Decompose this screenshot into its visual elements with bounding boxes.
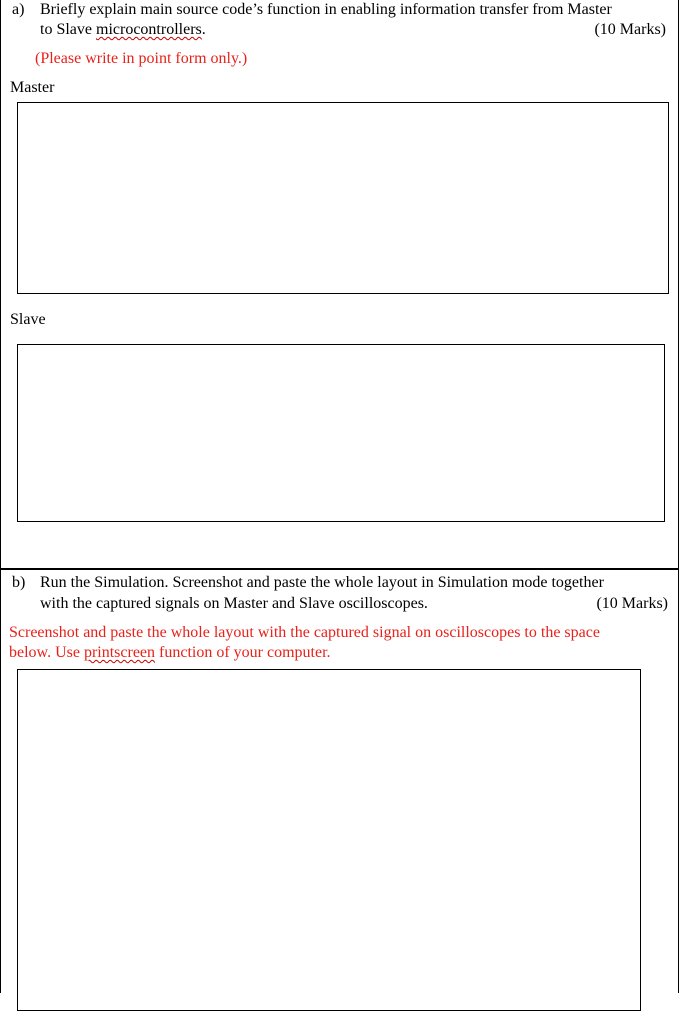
question-b-line2: with the captured signals on Master and Slave oscilloscopes. — [40, 595, 428, 612]
question-b-instruction-line2-pre: below. Use — [9, 644, 84, 661]
question-a-instruction: (Please write in point form only.) — [35, 50, 248, 67]
section-b — [0, 569, 679, 993]
question-b-marks: (10 Marks) — [596, 595, 668, 612]
question-a-line1: Briefly explain main source code’s function in enabling information transfer from Master — [40, 1, 612, 18]
screenshot-paste-box[interactable] — [17, 669, 641, 1011]
master-answer-box[interactable] — [17, 102, 669, 294]
question-b-line1: Run the Simulation. Screenshot and paste the whole layout in Simulation mode together — [40, 574, 604, 591]
question-a-line2 — [40, 20, 206, 39]
question-b-letter: b) — [12, 574, 26, 591]
question-a-line2-pre: to Slave — [40, 21, 96, 38]
slave-label: Slave — [10, 311, 46, 328]
spellcheck-word-microcontrollers: microcontrollers — [96, 21, 202, 38]
spellcheck-word-printscreen: printscreen — [83, 644, 156, 661]
master-label: Master — [10, 79, 55, 96]
question-a-line2-post: . — [201, 21, 206, 38]
question-a-marks: (10 Marks) — [594, 21, 666, 38]
question-b-instruction — [9, 623, 673, 663]
slave-answer-box[interactable] — [17, 344, 665, 522]
question-a-letter: a) — [12, 1, 25, 18]
question-b-instruction-line1: Screenshot and paste the whole layout with the captured signal on oscilloscopes to the space — [9, 624, 600, 641]
question-b-instruction-line2-post: function of your computer. — [155, 644, 331, 661]
question-b-instruction-line2 — [9, 643, 673, 663]
